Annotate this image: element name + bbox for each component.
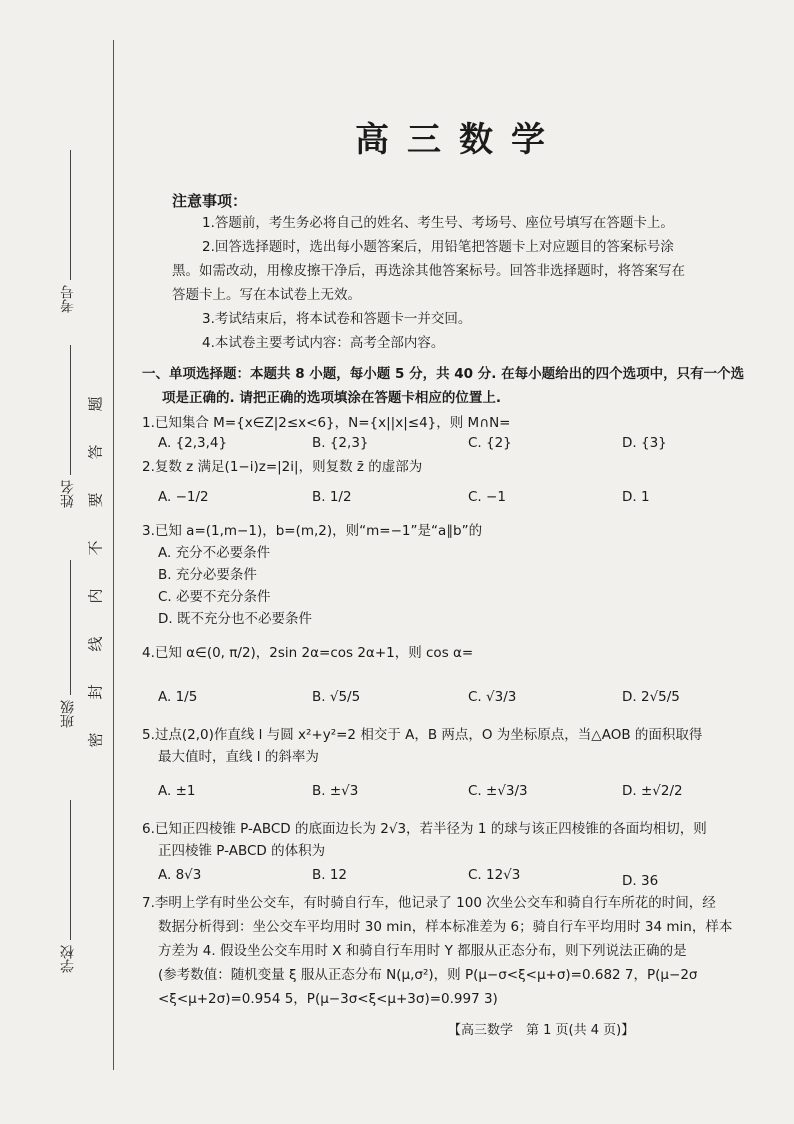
- notice-item: 3.考试结束后，将本试卷和答题卡一并交回。: [202, 311, 472, 327]
- school-label: 学校: [60, 945, 76, 973]
- exam-no-label: 考号: [60, 285, 76, 313]
- question-2-option: C. −1: [468, 489, 506, 505]
- question-6-stem: 正四棱锥 P-ABCD 的体积为: [158, 843, 326, 859]
- class-underline: [70, 560, 71, 695]
- school-underline: [70, 800, 71, 940]
- seal-char: 不: [86, 540, 105, 556]
- question-4-stem: 4.已知 α∈(0, π/2)，2sin 2α=cos 2α+1，则 cos α=: [142, 645, 474, 661]
- question-2-option: B. 1/2: [312, 489, 352, 505]
- question-5-option: C. ±√3/3: [468, 783, 528, 799]
- question-5-option: D. ±√2/2: [622, 783, 683, 799]
- page-title: 高三数学: [355, 120, 563, 160]
- section-heading: [142, 362, 772, 410]
- seal-char: 线: [86, 636, 105, 652]
- question-7-stem: 方差为 4. 假设坐公交车用时 X 和骑自行车用时 Y 都服从正态分布，则下列说法正确的是: [158, 943, 687, 959]
- notice-item: 4.本试卷主要考试内容：高考全部内容。: [202, 335, 445, 351]
- exam-no-underline: [70, 150, 71, 280]
- notice-item: 答题卡上。写在本试卷上无效。: [172, 287, 361, 303]
- question-4-option: D. 2√5/5: [622, 689, 680, 705]
- question-5-option: B. ±√3: [312, 783, 359, 799]
- class-label: 班级: [60, 700, 76, 728]
- question-3-option: D. 既不充分也不必要条件: [158, 611, 312, 627]
- section-heading-line: 项是正确的. 请把正确的选项填涂在答题卡相应的位置上.: [162, 390, 501, 406]
- question-1-option: B. {2,3}: [312, 435, 369, 451]
- question-7-stem: 7.李明上学有时坐公交车，有时骑自行车，他记录了 100 次坐公交车和骑自行车所花的时间，经: [142, 895, 716, 911]
- seal-char: 封: [86, 684, 105, 700]
- question-6-option: D. 36: [622, 873, 659, 889]
- question-1-option: C. {2}: [468, 435, 512, 451]
- question-7-stem: <ξ<μ+2σ)=0.954 5，P(μ−3σ<ξ<μ+3σ)=0.997 3): [158, 991, 498, 1007]
- question-1-option: D. {3}: [622, 435, 667, 451]
- question-3-option: A. 充分不必要条件: [158, 545, 271, 561]
- notice-heading: 注意事项：: [172, 192, 248, 210]
- question-3-option: B. 充分必要条件: [158, 567, 257, 583]
- notice-item: 1.答题前，考生务必将自己的姓名、考生号、考场号、座位号填写在答题卡上。: [202, 215, 674, 231]
- question-7-stem: 数据分析得到：坐公交车平均用时 30 min，样本标准差为 6；骑自行车平均用时 34 min，样本: [158, 919, 733, 935]
- question-4-option: A. 1/5: [158, 689, 198, 705]
- question-6-option: B. 12: [312, 867, 348, 883]
- question-4-option: B. √5/5: [312, 689, 361, 705]
- question-2-option: A. −1/2: [158, 489, 209, 505]
- question-4-option: C. √3/3: [468, 689, 517, 705]
- question-5-stem: 5.过点(2,0)作直线 l 与圆 x²+y²=2 相交于 A，B 两点，O 为坐标原点，当△AOB 的面积取得: [142, 727, 703, 743]
- question-3-option: C. 必要不充分条件: [158, 589, 271, 605]
- notice-item: 2.回答选择题时，选出每小题答案后，用铅笔把答题卡上对应题目的答案标号涂: [202, 239, 674, 255]
- section-heading-line: 一、单项选择题：本题共 8 小题，每小题 5 分，共 40 分. 在每小题给出的四个选项中，只有一个选: [142, 366, 745, 382]
- question-7-stem: (参考数值：随机变量 ξ 服从正态分布 N(μ,σ²)，则 P(μ−σ<ξ<μ+σ)=0.682 7，P(μ−2σ: [158, 967, 698, 983]
- seal-char: 密: [86, 732, 105, 748]
- question-2-stem: 2.复数 z 满足(1−i)z=|2i|，则复数 z̄ 的虚部为: [142, 459, 423, 475]
- question-6-option: A. 8√3: [158, 867, 202, 883]
- question-2-option: D. 1: [622, 489, 650, 505]
- page-footer: 【高三数学 第 1 页(共 4 页)】: [448, 1023, 635, 1038]
- question-5-option: A. ±1: [158, 783, 196, 799]
- seal-char: 题: [86, 396, 105, 412]
- name-label: 姓名: [60, 480, 76, 508]
- question-1-option: A. {2,3,4}: [158, 435, 228, 451]
- seal-char: 内: [86, 588, 105, 604]
- question-6-stem: 6.已知正四棱锥 P-ABCD 的底面边长为 2√3，若半径为 1 的球与该正四棱锥的各面均相切，则: [142, 821, 707, 837]
- seal-warning: [88, 380, 103, 764]
- seal-char: 要: [86, 492, 105, 508]
- question-1-stem: 1.已知集合 M={x∈Z|2≤x<6}，N={x||x|≤4}，则 M∩N=: [142, 415, 511, 431]
- seal-char: 答: [86, 444, 105, 460]
- question-3-stem: 3.已知 a=(1,m−1)，b=(m,2)，则“m=−1”是“a∥b”的: [142, 523, 483, 539]
- question-6-option: C. 12√3: [468, 867, 521, 883]
- question-5-stem: 最大值时，直线 l 的斜率为: [158, 749, 319, 765]
- notice-item: 黑。如需改动，用橡皮擦干净后，再选涂其他答案标号。回答非选择题时，将答案写在: [172, 263, 685, 279]
